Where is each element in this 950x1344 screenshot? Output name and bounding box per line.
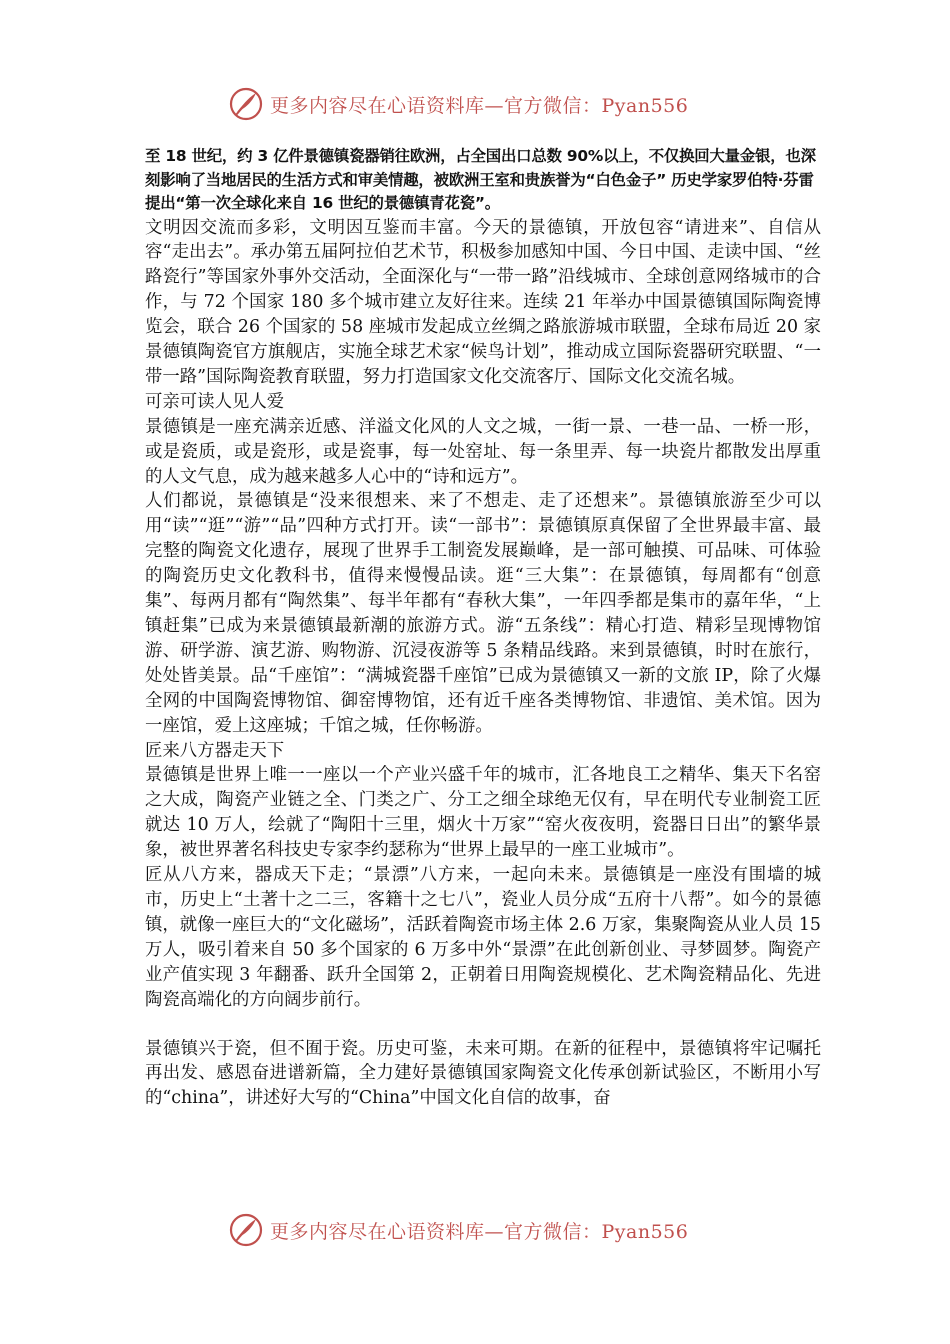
paragraph: 至 18 世纪，约 3 亿件景德镇瓷器销往欧洲，占全国出口总数 90%以上，不仅换回大量金银，也深刻影响了当地居民的生活方式和审美情趣，被欧洲王室和贵族誉为“白色金子” 历史学家罗伯特·芬雷提出“第一次全球化来自 16 世纪的景德镇青花瓷”。 bbox=[145, 147, 816, 212]
header-banner bbox=[228, 84, 728, 124]
quill-logo-icon bbox=[228, 86, 264, 122]
paragraph: 人们都说，景德镇是“没来很想来、来了不想走、走了还想来”。景德镇旅游至少可以用“读”“逛”“游”“品”四种方式打开。读“一部书”：景德镇原真保留了全世界最丰富、最完整的陶瓷文化遗存，展现了世界手工制瓷发展巅峰，是一部可触摸、可品味、可体验的陶瓷历史文化教科书，值得来慢慢品读。逛“三大集”：在景德镇，每周都有“创意集”、每两月都有“陶然集”、每半年都有“春秋大集”，一年四季都是集市的嘉年华，“上镇赶集”已成为来景德镇最新潮的旅游方式。游“五条线”：精心打造、精彩呈现博物馆游、研学游、演艺游、购物游、沉浸夜游等 5 条精品线路。来到景德镇，时时在旅行，处处皆美景。品“千座馆”：“满城瓷器千座馆”已成为景德镇又一新的文旅 IP，除了火爆全网的中国陶瓷博物馆、御窑博物馆，还有近千座各类博物馆、非遗馆、美术馆。因为一座馆，爱上这座城；千馆之城，任你畅游。 bbox=[145, 491, 821, 736]
section-heading: 可亲可读人见人爱 bbox=[145, 391, 285, 412]
footer-banner bbox=[228, 1210, 728, 1250]
paragraph: 景德镇是一座充满亲近感、洋溢文化风的人文之城，一街一景、一巷一品、一桥一形，或是瓷质，或是瓷形，或是瓷事，每一处窑址、每一条里弄、每一块瓷片都散发出厚重的人文气息，成为越来越多人心中的“诗和远方”。 bbox=[145, 416, 821, 487]
banner-text: 更多内容尽在心语资料库—官方微信：Pyan556 bbox=[270, 94, 689, 117]
banner-text: 更多内容尽在心语资料库—官方微信：Pyan556 bbox=[270, 1220, 689, 1243]
paragraph-spacer bbox=[145, 1013, 821, 1037]
paragraph: 景德镇兴于瓷，但不囿于瓷。历史可鉴，未来可期。在新的征程中，景德镇将牢记嘱托再出发、感恩奋进谱新篇，全力建好景德镇国家陶瓷文化传承创新试验区，不断用小写的“china”，讲述好大写的“China”中国文化自信的故事，奋 bbox=[145, 1038, 821, 1109]
section-heading: 匠来八方器走天下 bbox=[145, 740, 285, 761]
quill-logo-icon bbox=[228, 1212, 264, 1248]
paragraph: 文明因交流而多彩，文明因互鉴而丰富。今天的景德镇，开放包容“请进来”、自信从容“走出去”。承办第五届阿拉伯艺术节，积极参加感知中国、今日中国、走读中国、“丝路瓷行”等国家外事外交活动，全面深化与“一带一路”沿线城市、全球创意网络城市的合作，与 72 个国家 180 多个城市建立友好往来。连续 21 年举办中国景德镇国际陶瓷博览会，联合 26 个国家的 58 座城市发起成立丝绸之路旅游城市联盟，全球布局近 20 家景德镇陶瓷官方旗舰店，实施全球艺术家“候鸟计划”，推动成立国际瓷器研究联盟、“一带一路”国际陶瓷教育联盟，努力打造国家文化交流客厅、国际文化交流名城。 bbox=[145, 217, 821, 387]
document-body bbox=[145, 145, 821, 1111]
paragraph: 景德镇是世界上唯一一座以一个产业兴盛千年的城市，汇各地良工之精华、集天下名窑之大成，陶瓷产业链之全、门类之广、分工之细全球绝无仅有，早在明代专业制瓷工匠就达 10 万人，绘就了“陶阳十三里，烟火十万家”“窑火夜夜明，瓷器日日出”的繁华景象，被世界著名科技史专家李约瑟称为“世界上最早的一座工业城市”。 bbox=[145, 765, 821, 861]
paragraph: 匠从八方来，器成天下走；“景漂”八方来，一起向未来。景德镇是一座没有围墙的城市，历史上“土著十之二三，客籍十之七八”，瓷业人员分成“五府十八帮”。如今的景德镇，就像一座巨大的“文化磁场”，活跃着陶瓷市场主体 2.6 万家，集聚陶瓷从业人员 15 万人，吸引着来自 50 多个国家的 6 万多中外“景漂”在此创新创业、寻梦圆梦。陶瓷产业产值实现 3 年翻番、跃升全国第 2，正朝着日用陶瓷规模化、艺术陶瓷精品化、先进陶瓷高端化的方向阔步前行。 bbox=[145, 865, 821, 1010]
